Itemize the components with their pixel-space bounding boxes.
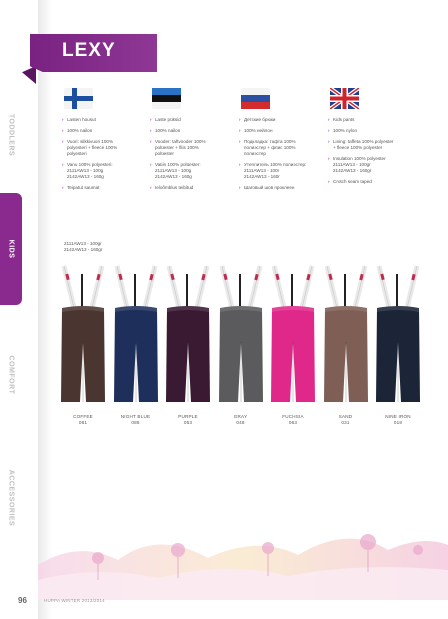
color-label [218,414,264,426]
color-code: 053 [183,420,193,425]
color-label [323,414,369,426]
pants-illustration [165,264,211,414]
pants-illustration [323,264,369,414]
side-tab-label: KIDS [7,239,15,259]
product-title: LEXY [62,40,116,61]
pants-illustration [218,264,264,414]
list-item: › Laste püksid [150,117,181,122]
pant-variant[interactable] [270,264,316,425]
color-name: NIGHT BLUE [120,414,151,419]
list-item: › Lining: taffeta 100% polyester + fleece 100% polyester [328,139,394,150]
list-item: › Vanu 100% polyesteri: 2111AW13 - 100g 2142AW13 - 160g [62,162,113,179]
color-label [375,414,421,426]
color-label [165,414,211,426]
color-code: 086 [131,420,140,425]
title-banner-fold [22,66,36,84]
color-name: NINE IRON [385,414,411,419]
pants-illustration [375,264,421,414]
list-item: › Шаговый шов проклеен [239,185,295,190]
list-item: › Insulation 100% polyester 2111AW13 - 100gr 2142AW13 - 160gr [328,156,386,173]
pant-variant[interactable] [60,264,106,425]
pant-variant[interactable] [323,264,369,425]
list-item: › Детские брюки [239,117,276,122]
list-item: › Подкладка: тафта 100% полиэстер + флис 100% полиэстер [239,139,296,156]
list-item: › 100% nylon [328,128,358,133]
pants-illustration [60,264,106,414]
winter-scene-illustration [38,520,448,600]
list-item: › Teipatut saumat [62,185,100,190]
color-code: 081 [78,420,88,425]
color-name: COFFEE [73,414,93,419]
list-item: › 100% нейлон [239,128,273,133]
list-item: › Vooder: taftvooder 100% polüester + fliis 100% polüester [150,139,206,156]
color-label [60,414,106,426]
color-label [270,414,316,426]
color-name: SAND [338,414,353,419]
language-column-english [328,88,408,190]
language-column-finnish [62,88,142,196]
list-item: › 100% nailon [150,128,181,133]
side-tab-kids[interactable] [0,193,22,305]
color-label [113,414,159,426]
insulation-note: 2111AW13 - 100gr 2142AW13 - 160gr [64,241,103,252]
page-number: 96 [18,596,27,605]
color-code: 031 [341,420,350,425]
color-name: FUCHSIA [282,414,304,419]
estonia-flag-icon [152,88,181,109]
side-tab-label: TODDLERS [7,113,15,157]
pants-illustration [113,264,159,414]
language-column-estonian [150,88,230,196]
finland-flag-icon [64,88,93,109]
side-tab-comfort[interactable] [0,340,22,410]
color-name: PURPLE [178,414,198,419]
list-item: › 100% nailon [62,128,93,133]
side-tab-label: COMFORT [7,355,15,395]
list-item: › Kids pants [328,117,355,122]
pants-illustration [270,264,316,414]
list-item: › Lasten housut [62,117,96,122]
pant-variant[interactable] [113,264,159,425]
side-tab-label: ACCESSORIES [7,469,15,526]
list-item: › Crotch seam taped [328,179,372,184]
footer-caption: HUPPA WINTER 2013/2014 [44,598,105,603]
side-tab-accessories[interactable] [0,455,22,540]
color-code: 063 [288,420,298,425]
color-code: 048 [236,420,245,425]
pant-variant[interactable] [165,264,211,425]
color-code: 018 [393,420,403,425]
language-column-russian [239,88,319,196]
pant-variant[interactable] [375,264,421,425]
list-item: › Ieloõmblus teibitud [150,185,194,190]
list-item: › Утеплитель 100% полиэстер: 2111AW13 - 100г 2142AW13 - 160г [239,162,307,179]
list-item: › Vuori: silkkivuori 100% polyesteri + fleece 100% polyesteri [62,139,118,156]
list-item: › Vatiin 100% polüester: 2111AW13 - 100g 2142AW13 - 160g [150,162,201,179]
russia-flag-icon [241,88,270,109]
pant-variant[interactable] [218,264,264,425]
side-tab-toddlers[interactable] [0,100,22,170]
uk-flag-icon [330,88,359,109]
color-name: GRAY [233,414,248,419]
